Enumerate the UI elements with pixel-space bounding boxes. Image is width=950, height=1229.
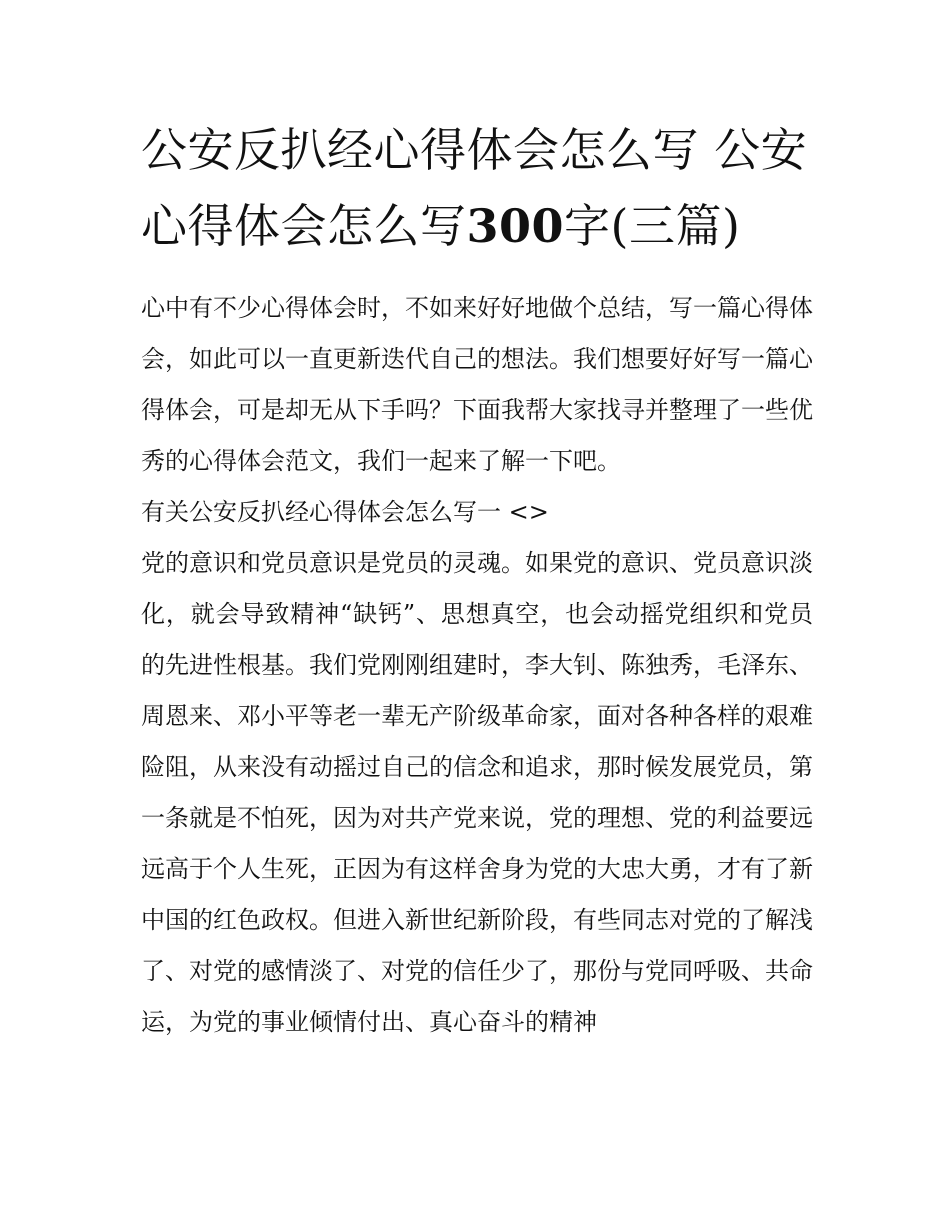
section-body-paragraph: 党的意识和党员意识是党员的灵魂。如果党的意识、党员意识淡化，就会导致精神“缺钙”、思想真空，也会动摇党组织和党员的先进性根基。我们党刚刚组建时，李大钊、陈独秀，毛泽东、周恩来、邓小平等老一辈无产阶级革命家，面对各种各样的艰难险阻，从来没有动摇过自己的信念和追求，那时候发展党员，第一条就是不怕死，因为对共产党来说，党的理想、党的利益要远远高于个人生死，正因为有这样舍身为党的大忠大勇，才有了新中国的红色政权。但进入新世纪新阶段，有些同志对党的了解浅了、对党的感情淡了、对党的信任少了，那份与党同呼吸、共命运，为党的事业倾情付出、真心奋斗的精神 <box>141 549 813 1036</box>
title-number: 300 <box>466 199 565 253</box>
title-text-part1: 公安反扒经心得体会怎么写 公安心得体会怎么写 <box>141 123 808 253</box>
intro-paragraph: 心中有不少心得体会时，不如来好好地做个总结，写一篇心得体会，如此可以一直更新迭代自己的想法。我们想要好好写一篇心得体会，可是却无从下手吗？下面我帮大家找寻并整理了一些优秀的心得体会范文，我们一起来了解一下吧。 <box>141 294 813 475</box>
document-title <box>141 112 813 264</box>
section-heading: 有关公安反扒经心得体会怎么写一 <> <box>141 498 549 526</box>
document-page <box>141 112 813 1048</box>
title-text-part2: 字(三篇) <box>564 199 741 253</box>
